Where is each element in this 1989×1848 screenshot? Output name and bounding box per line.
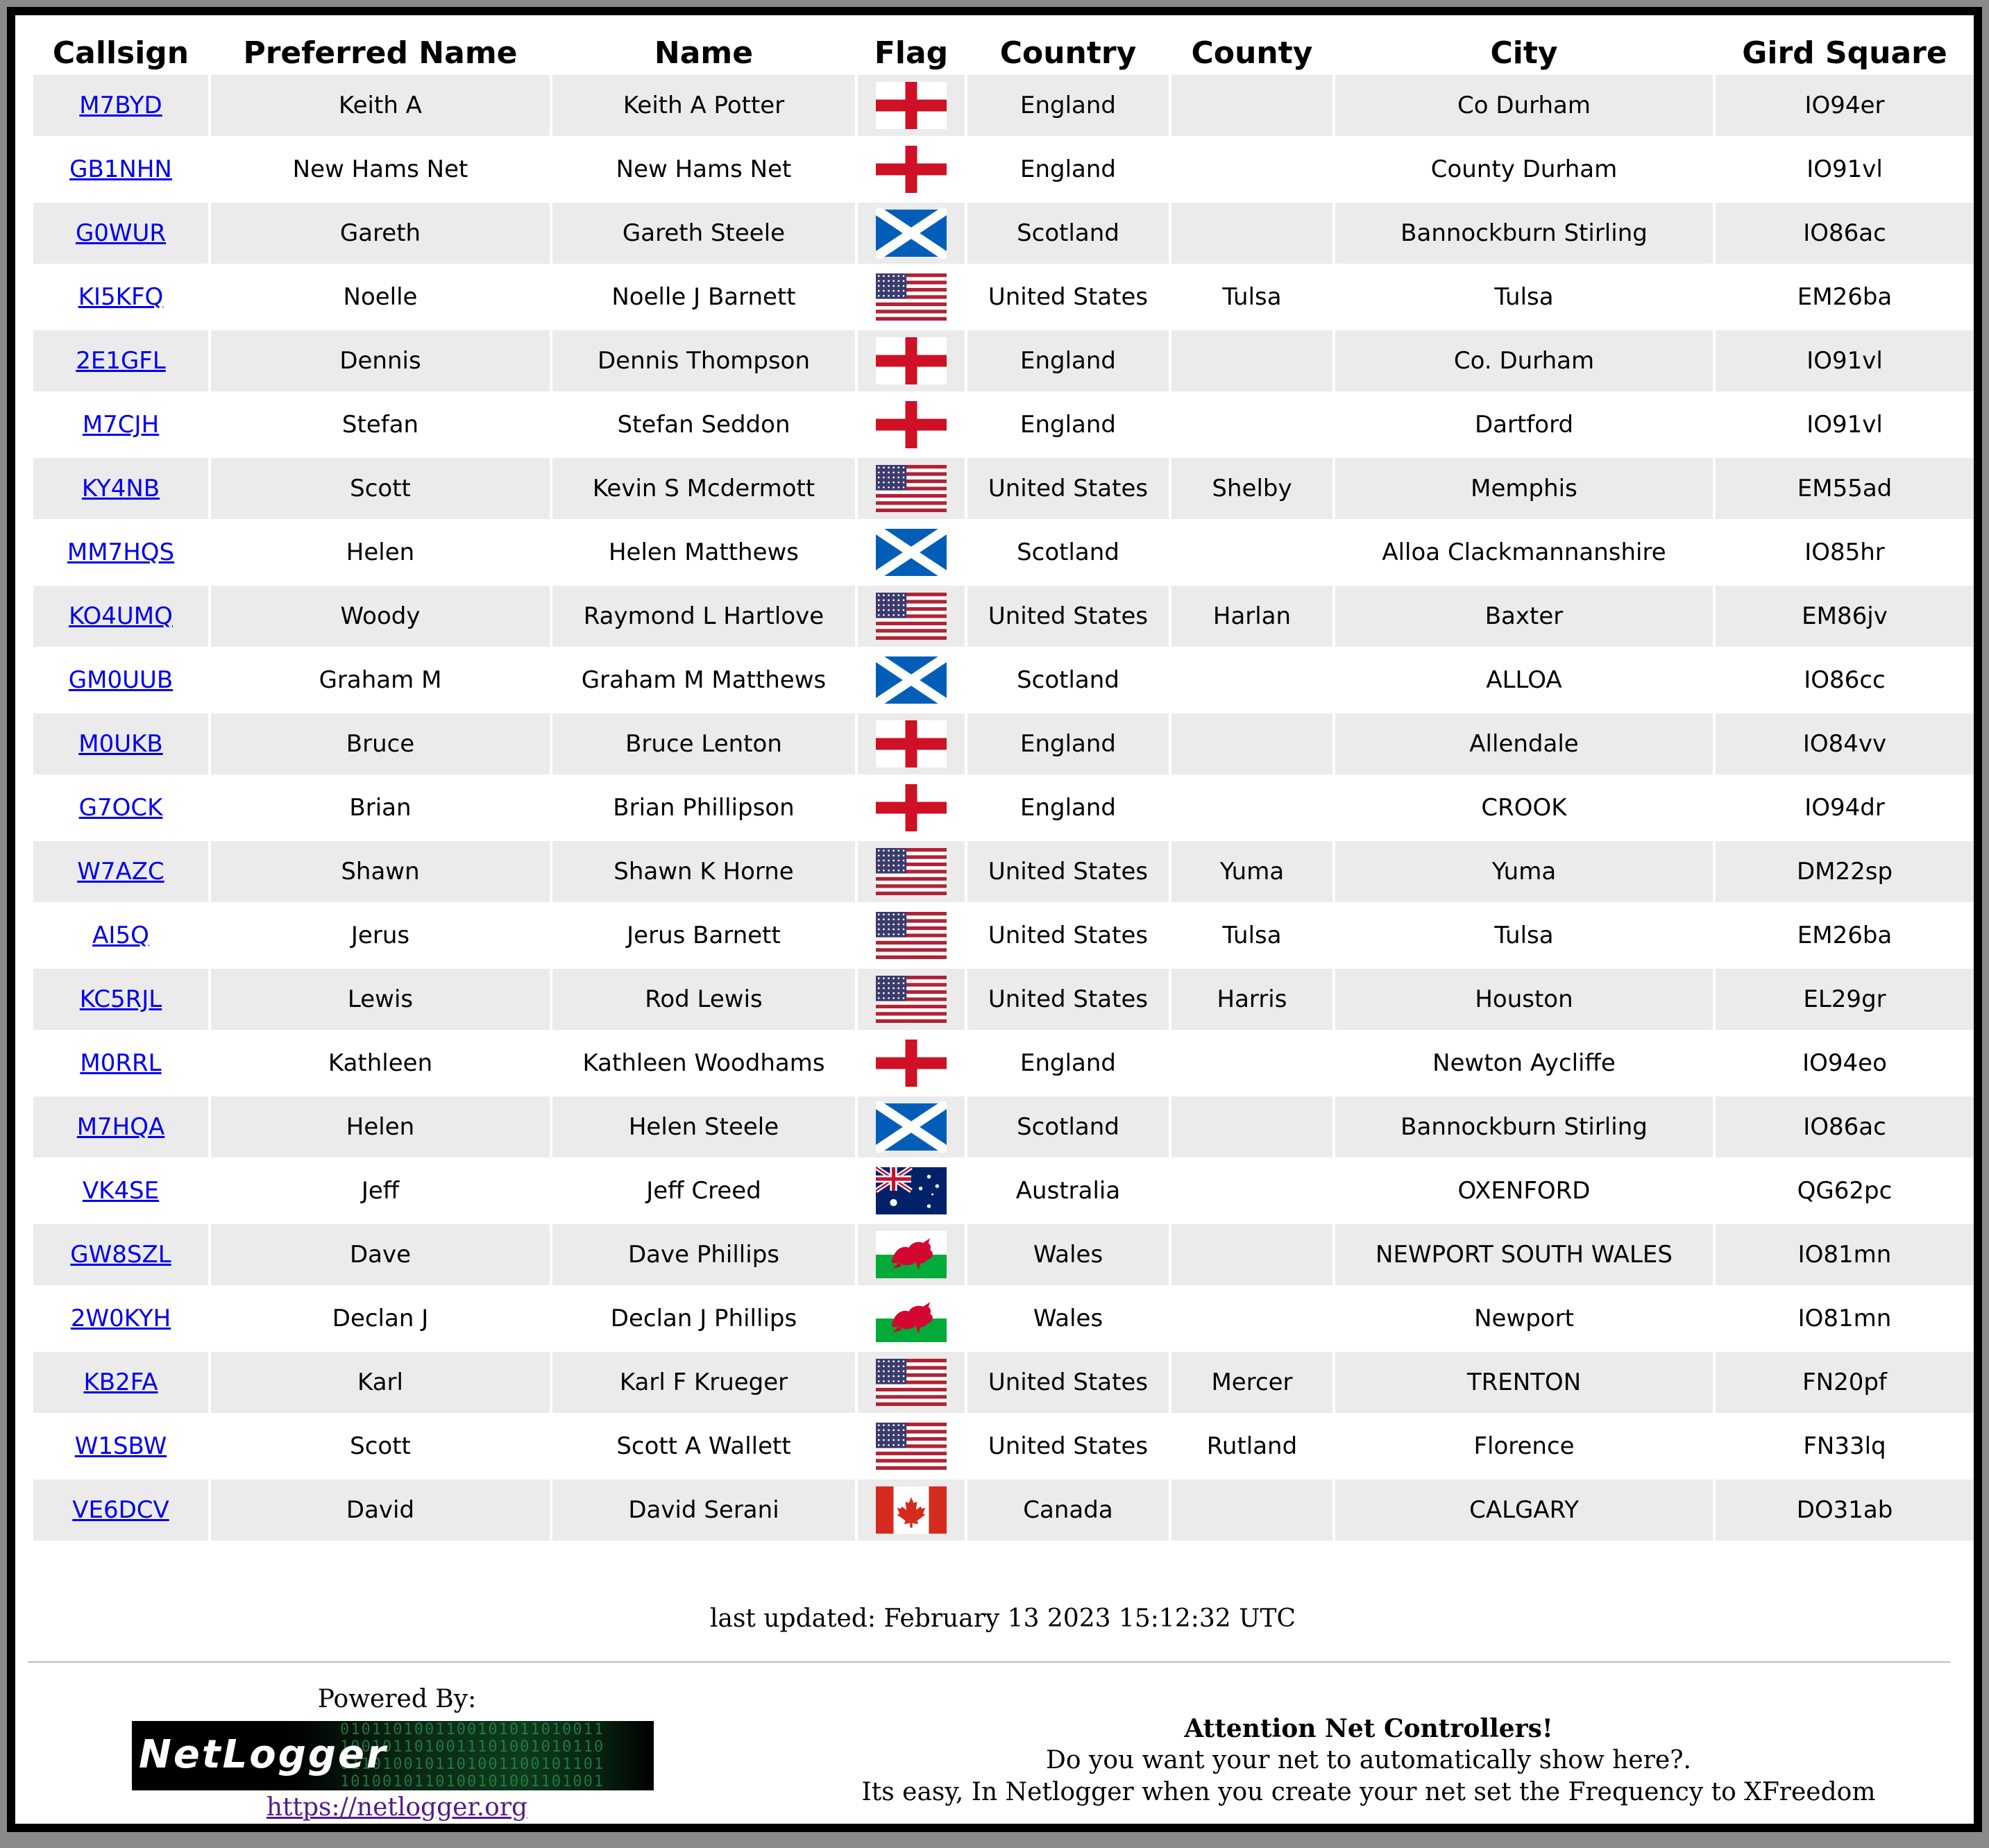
country-cell: United States bbox=[967, 1416, 1169, 1477]
callsign-link[interactable]: M0RRL bbox=[80, 1049, 162, 1077]
header-county: County bbox=[1191, 35, 1313, 71]
flag-cell bbox=[858, 522, 965, 583]
country-cell: United States bbox=[967, 969, 1169, 1030]
callsign-cell bbox=[33, 1416, 208, 1477]
preferred-name-cell: Jerus bbox=[211, 905, 550, 966]
country-cell: England bbox=[967, 75, 1169, 136]
preferred-name-cell: Helen bbox=[211, 522, 550, 583]
usa-flag-icon bbox=[876, 463, 947, 514]
scotland-flag-icon bbox=[876, 1101, 947, 1153]
preferred-name-cell: Jeff bbox=[211, 1160, 550, 1221]
name-cell: Stefan Seddon bbox=[552, 394, 855, 455]
city-cell: CALGARY bbox=[1335, 1480, 1713, 1541]
callsign-link[interactable]: KC5RJL bbox=[79, 985, 162, 1013]
city-cell: Dartford bbox=[1335, 394, 1713, 455]
preferred-name-cell: New Hams Net bbox=[211, 139, 550, 200]
flag-cell bbox=[858, 1480, 965, 1541]
name-cell: Dave Phillips bbox=[552, 1224, 855, 1285]
callsign-link[interactable]: AI5Q bbox=[92, 922, 149, 949]
county-cell: Yuma bbox=[1171, 841, 1332, 902]
flag-cell bbox=[858, 330, 965, 391]
preferred-name-cell: Dave bbox=[211, 1224, 550, 1285]
city-cell: Yuma bbox=[1335, 841, 1713, 902]
england-flag-icon bbox=[876, 399, 947, 450]
preferred-name-cell: Brian bbox=[211, 777, 550, 838]
flag-cell bbox=[858, 841, 965, 902]
callsign-cell bbox=[33, 1033, 208, 1094]
flag-cell bbox=[858, 1160, 965, 1221]
county-cell bbox=[1171, 75, 1332, 136]
city-cell: Bannockburn Stirling bbox=[1335, 203, 1713, 264]
county-cell bbox=[1171, 522, 1332, 583]
flag-cell bbox=[858, 905, 965, 966]
county-cell bbox=[1171, 139, 1332, 200]
grid-square-cell: IO81mn bbox=[1716, 1224, 1974, 1285]
grid-square-cell: IO91vl bbox=[1716, 139, 1974, 200]
city-cell: Tulsa bbox=[1335, 266, 1713, 328]
preferred-name-cell: Gareth bbox=[211, 203, 550, 264]
footer-divider bbox=[28, 1661, 1950, 1663]
country-cell: England bbox=[967, 330, 1169, 391]
table-row bbox=[33, 713, 1974, 774]
callsign-link[interactable]: KO4UMQ bbox=[69, 602, 173, 630]
country-cell: United States bbox=[967, 458, 1169, 519]
callsign-cell bbox=[33, 713, 208, 774]
table-row bbox=[33, 1352, 1974, 1413]
name-cell: Kevin S Mcdermott bbox=[552, 458, 855, 519]
england-flag-icon bbox=[876, 144, 947, 195]
name-cell: Kathleen Woodhams bbox=[552, 1033, 855, 1094]
city-cell: Houston bbox=[1335, 969, 1713, 1030]
logo-binary-pattern: 0101101001100101011010011 1001011010011101001010110 0110100101101001100101101 1010010110100101001101001 bbox=[340, 1721, 605, 1790]
preferred-name-cell: Keith A bbox=[211, 75, 550, 136]
england-flag-icon bbox=[876, 1037, 947, 1089]
attention-line-2: Its easy, In Netlogger when you create your net set the Frequency to XFreedom bbox=[861, 1778, 1876, 1806]
preferred-name-cell: Declan J bbox=[211, 1288, 550, 1349]
city-cell: Florence bbox=[1335, 1416, 1713, 1477]
callsign-link[interactable]: KI5KFQ bbox=[78, 283, 164, 311]
australia-flag-icon bbox=[876, 1165, 947, 1217]
country-cell: Wales bbox=[967, 1224, 1169, 1285]
scotland-flag-icon bbox=[876, 207, 947, 259]
callsign-link[interactable]: M7CJH bbox=[82, 411, 160, 439]
flag-cell bbox=[858, 1288, 965, 1349]
header-name: Name bbox=[654, 35, 754, 71]
county-cell bbox=[1171, 1033, 1332, 1094]
flag-cell bbox=[858, 394, 965, 455]
grid-square-cell: IO91vl bbox=[1716, 330, 1974, 391]
callsign-cell bbox=[33, 969, 208, 1030]
flag-cell bbox=[858, 203, 965, 264]
country-cell: Canada bbox=[967, 1480, 1169, 1541]
flag-cell bbox=[858, 1096, 965, 1158]
logo-wordmark: NetLogger bbox=[139, 1732, 388, 1777]
scotland-flag-icon bbox=[876, 527, 947, 578]
county-cell: Tulsa bbox=[1171, 905, 1332, 966]
name-cell: Brian Phillipson bbox=[552, 777, 855, 838]
preferred-name-cell: Graham M bbox=[211, 650, 550, 711]
preferred-name-cell: Dennis bbox=[211, 330, 550, 391]
flag-cell bbox=[858, 777, 965, 838]
name-cell: Jeff Creed bbox=[552, 1160, 855, 1221]
county-cell bbox=[1171, 1096, 1332, 1158]
country-cell: United States bbox=[967, 586, 1169, 647]
country-cell: United States bbox=[967, 905, 1169, 966]
header-city: City bbox=[1490, 35, 1558, 71]
grid-square-cell: IO84vv bbox=[1716, 713, 1974, 774]
preferred-name-cell: Noelle bbox=[211, 266, 550, 328]
grid-square-cell: EM26ba bbox=[1716, 905, 1974, 966]
callsign-cell bbox=[33, 266, 208, 328]
usa-flag-icon bbox=[876, 1421, 947, 1472]
net-log-table bbox=[31, 31, 1977, 1543]
city-cell: CROOK bbox=[1335, 777, 1713, 838]
england-flag-icon bbox=[876, 335, 947, 387]
county-cell bbox=[1171, 1160, 1332, 1221]
table-row bbox=[33, 266, 1974, 328]
name-cell: Jerus Barnett bbox=[552, 905, 855, 966]
city-cell: Alloa Clackmannanshire bbox=[1335, 522, 1713, 583]
county-cell: Shelby bbox=[1171, 458, 1332, 519]
flag-cell bbox=[858, 1352, 965, 1413]
table-row bbox=[33, 458, 1974, 519]
grid-square-cell: FN33lq bbox=[1716, 1416, 1974, 1477]
grid-square-cell: EM26ba bbox=[1716, 266, 1974, 328]
name-cell: Noelle J Barnett bbox=[552, 266, 855, 328]
city-cell: County Durham bbox=[1335, 139, 1713, 200]
city-cell: Bannockburn Stirling bbox=[1335, 1096, 1713, 1158]
wales-flag-icon bbox=[876, 1229, 947, 1280]
table-row bbox=[33, 969, 1974, 1030]
grid-square-cell: IO94er bbox=[1716, 75, 1974, 136]
name-cell: Raymond L Hartlove bbox=[552, 586, 855, 647]
england-flag-icon bbox=[876, 718, 947, 770]
callsign-cell bbox=[33, 1096, 208, 1158]
flag-cell bbox=[858, 139, 965, 200]
grid-square-cell: IO86ac bbox=[1716, 203, 1974, 264]
england-flag-icon bbox=[876, 782, 947, 833]
header-callsign: Callsign bbox=[52, 35, 189, 71]
netlogger-link[interactable]: https://netlogger.org bbox=[266, 1793, 528, 1822]
country-cell: Scotland bbox=[967, 650, 1169, 711]
county-cell bbox=[1171, 1224, 1332, 1285]
country-cell: England bbox=[967, 139, 1169, 200]
flag-cell bbox=[858, 1416, 965, 1477]
preferred-name-cell: Bruce bbox=[211, 713, 550, 774]
grid-square-cell: IO86cc bbox=[1716, 650, 1974, 711]
callsign-cell bbox=[33, 394, 208, 455]
callsign-link[interactable]: G7OCK bbox=[78, 794, 163, 822]
callsign-cell bbox=[33, 1160, 208, 1221]
callsign-cell bbox=[33, 777, 208, 838]
county-cell bbox=[1171, 394, 1332, 455]
table-row bbox=[33, 139, 1974, 200]
table-row bbox=[33, 650, 1974, 711]
name-cell: Shawn K Horne bbox=[552, 841, 855, 902]
callsign-link[interactable]: GM0UUB bbox=[68, 666, 173, 694]
table-row bbox=[33, 330, 1974, 391]
county-cell bbox=[1171, 203, 1332, 264]
callsign-link[interactable]: VK4SE bbox=[82, 1177, 160, 1205]
header-flag: Flag bbox=[874, 35, 949, 71]
table-row bbox=[33, 394, 1974, 455]
table-row bbox=[33, 1480, 1974, 1541]
flag-cell bbox=[858, 1033, 965, 1094]
usa-flag-icon bbox=[876, 910, 947, 961]
callsign-cell bbox=[33, 905, 208, 966]
name-cell: New Hams Net bbox=[552, 139, 855, 200]
flag-cell bbox=[858, 586, 965, 647]
callsign-link[interactable]: M7HQA bbox=[76, 1113, 165, 1141]
table-row bbox=[33, 1033, 1974, 1094]
powered-by-label: Powered By: bbox=[317, 1685, 477, 1713]
grid-square-cell: FN20pf bbox=[1716, 1352, 1974, 1413]
country-cell: England bbox=[967, 777, 1169, 838]
city-cell: Co Durham bbox=[1335, 75, 1713, 136]
header-country: Country bbox=[999, 35, 1137, 71]
grid-square-cell: IO86ac bbox=[1716, 1096, 1974, 1158]
callsign-cell bbox=[33, 330, 208, 391]
flag-cell bbox=[858, 458, 965, 519]
callsign-link[interactable]: W7AZC bbox=[77, 858, 164, 885]
table-row bbox=[33, 1416, 1974, 1477]
callsign-cell bbox=[33, 586, 208, 647]
callsign-link[interactable]: GW8SZL bbox=[70, 1241, 171, 1269]
name-cell: David Serani bbox=[552, 1480, 855, 1541]
callsign-cell bbox=[33, 841, 208, 902]
city-cell: Allendale bbox=[1335, 713, 1713, 774]
table-row bbox=[33, 1288, 1974, 1349]
county-cell bbox=[1171, 330, 1332, 391]
callsign-link[interactable]: GB1NHN bbox=[69, 155, 172, 183]
country-cell: Australia bbox=[967, 1160, 1169, 1221]
name-cell: Helen Matthews bbox=[552, 522, 855, 583]
attention-line-1: Do you want your net to automatically show here?. bbox=[1046, 1746, 1691, 1774]
name-cell: Helen Steele bbox=[552, 1096, 855, 1158]
grid-square-cell: EM55ad bbox=[1716, 458, 1974, 519]
county-cell: Harris bbox=[1171, 969, 1332, 1030]
usa-flag-icon bbox=[876, 1357, 947, 1408]
table-row bbox=[33, 1096, 1974, 1158]
grid-square-cell: DO31ab bbox=[1716, 1480, 1974, 1541]
page-container bbox=[7, 7, 1982, 1832]
grid-square-cell: IO94eo bbox=[1716, 1033, 1974, 1094]
preferred-name-cell: Helen bbox=[211, 1096, 550, 1158]
callsign-cell bbox=[33, 458, 208, 519]
county-cell: Harlan bbox=[1171, 586, 1332, 647]
name-cell: Scott A Wallett bbox=[552, 1416, 855, 1477]
county-cell: Mercer bbox=[1171, 1352, 1332, 1413]
callsign-link[interactable]: 2W0KYH bbox=[70, 1305, 171, 1332]
county-cell bbox=[1171, 777, 1332, 838]
callsign-link[interactable]: KB2FA bbox=[83, 1368, 158, 1396]
attention-notice bbox=[813, 1713, 1924, 1808]
preferred-name-cell: Karl bbox=[211, 1352, 550, 1413]
header-grid-square: Gird Square bbox=[1742, 35, 1947, 71]
name-cell: Declan J Phillips bbox=[552, 1288, 855, 1349]
grid-square-cell: DM22sp bbox=[1716, 841, 1974, 902]
city-cell: Co. Durham bbox=[1335, 330, 1713, 391]
country-cell: England bbox=[967, 394, 1169, 455]
country-cell: Wales bbox=[967, 1288, 1169, 1349]
table-row bbox=[33, 1160, 1974, 1221]
city-cell: Tulsa bbox=[1335, 905, 1713, 966]
city-cell: TRENTON bbox=[1335, 1352, 1713, 1413]
grid-square-cell: EM86jv bbox=[1716, 586, 1974, 647]
preferred-name-cell: Lewis bbox=[211, 969, 550, 1030]
flag-cell bbox=[858, 969, 965, 1030]
callsign-cell bbox=[33, 75, 208, 136]
city-cell: Memphis bbox=[1335, 458, 1713, 519]
table-row bbox=[33, 841, 1974, 902]
callsign-cell bbox=[33, 650, 208, 711]
callsign-link[interactable]: KY4NB bbox=[81, 475, 160, 502]
callsign-link[interactable]: VE6DCV bbox=[72, 1496, 169, 1524]
table-header-row bbox=[33, 33, 1974, 72]
name-cell: Karl F Krueger bbox=[552, 1352, 855, 1413]
usa-flag-icon bbox=[876, 271, 947, 323]
county-cell: Rutland bbox=[1171, 1416, 1332, 1477]
country-cell: England bbox=[967, 713, 1169, 774]
flag-cell bbox=[858, 1224, 965, 1285]
canada-flag-icon bbox=[876, 1484, 947, 1536]
name-cell: Keith A Potter bbox=[552, 75, 855, 136]
country-cell: United States bbox=[967, 841, 1169, 902]
scotland-flag-icon bbox=[876, 654, 947, 706]
usa-flag-icon bbox=[876, 591, 947, 642]
county-cell: Tulsa bbox=[1171, 266, 1332, 328]
callsign-cell bbox=[33, 522, 208, 583]
wales-flag-icon bbox=[876, 1293, 947, 1344]
preferred-name-cell: Shawn bbox=[211, 841, 550, 902]
preferred-name-cell: Stefan bbox=[211, 394, 550, 455]
callsign-link[interactable]: G0WUR bbox=[75, 219, 167, 247]
table-row bbox=[33, 203, 1974, 264]
flag-cell bbox=[858, 75, 965, 136]
city-cell: Newton Aycliffe bbox=[1335, 1033, 1713, 1094]
county-cell bbox=[1171, 1288, 1332, 1349]
country-cell: United States bbox=[967, 1352, 1169, 1413]
callsign-link[interactable]: M7BYD bbox=[79, 92, 162, 119]
callsign-cell bbox=[33, 1352, 208, 1413]
table-row bbox=[33, 1224, 1974, 1285]
table-row bbox=[33, 905, 1974, 966]
city-cell: OXENFORD bbox=[1335, 1160, 1713, 1221]
flag-cell bbox=[858, 650, 965, 711]
table-row bbox=[33, 75, 1974, 136]
country-cell: England bbox=[967, 1033, 1169, 1094]
callsign-cell bbox=[33, 139, 208, 200]
flag-cell bbox=[858, 266, 965, 328]
city-cell: Baxter bbox=[1335, 586, 1713, 647]
table-row bbox=[33, 777, 1974, 838]
usa-flag-icon bbox=[876, 846, 947, 897]
netlogger-logo[interactable] bbox=[132, 1721, 654, 1790]
grid-square-cell: IO91vl bbox=[1716, 394, 1974, 455]
grid-square-cell: IO81mn bbox=[1716, 1288, 1974, 1349]
preferred-name-cell: Scott bbox=[211, 1416, 550, 1477]
callsign-link[interactable]: MM7HQS bbox=[67, 539, 175, 566]
flag-cell bbox=[858, 713, 965, 774]
header-preferred-name: Preferred Name bbox=[243, 35, 518, 71]
city-cell: NEWPORT SOUTH WALES bbox=[1335, 1224, 1713, 1285]
callsign-cell bbox=[33, 1224, 208, 1285]
name-cell: Gareth Steele bbox=[552, 203, 855, 264]
attention-title: Attention Net Controllers! bbox=[1184, 1714, 1553, 1743]
county-cell bbox=[1171, 713, 1332, 774]
preferred-name-cell: Scott bbox=[211, 458, 550, 519]
country-cell: Scotland bbox=[967, 203, 1169, 264]
preferred-name-cell: Woody bbox=[211, 586, 550, 647]
grid-square-cell: IO85hr bbox=[1716, 522, 1974, 583]
table-row bbox=[33, 586, 1974, 647]
callsign-cell bbox=[33, 203, 208, 264]
england-flag-icon bbox=[876, 80, 947, 131]
callsign-link[interactable]: W1SBW bbox=[74, 1432, 167, 1460]
country-cell: Scotland bbox=[967, 522, 1169, 583]
county-cell bbox=[1171, 1480, 1332, 1541]
grid-square-cell: QG62pc bbox=[1716, 1160, 1974, 1221]
name-cell: Graham M Matthews bbox=[552, 650, 855, 711]
last-updated-text: last updated: February 13 2023 15:12:32 UTC bbox=[709, 1604, 1296, 1633]
callsign-cell bbox=[33, 1288, 208, 1349]
callsign-cell bbox=[33, 1480, 208, 1541]
table-row bbox=[33, 522, 1974, 583]
city-cell: ALLOA bbox=[1335, 650, 1713, 711]
preferred-name-cell: Kathleen bbox=[211, 1033, 550, 1094]
name-cell: Dennis Thompson bbox=[552, 330, 855, 391]
city-cell: Newport bbox=[1335, 1288, 1713, 1349]
county-cell bbox=[1171, 650, 1332, 711]
usa-flag-icon bbox=[876, 974, 947, 1025]
country-cell: Scotland bbox=[967, 1096, 1169, 1158]
netlogger-link-container bbox=[119, 1793, 675, 1822]
callsign-link[interactable]: 2E1GFL bbox=[76, 347, 166, 375]
grid-square-cell: IO94dr bbox=[1716, 777, 1974, 838]
preferred-name-cell: David bbox=[211, 1480, 550, 1541]
grid-square-cell: EL29gr bbox=[1716, 969, 1974, 1030]
name-cell: Rod Lewis bbox=[552, 969, 855, 1030]
callsign-link[interactable]: M0UKB bbox=[78, 730, 163, 758]
name-cell: Bruce Lenton bbox=[552, 713, 855, 774]
country-cell: United States bbox=[967, 266, 1169, 328]
